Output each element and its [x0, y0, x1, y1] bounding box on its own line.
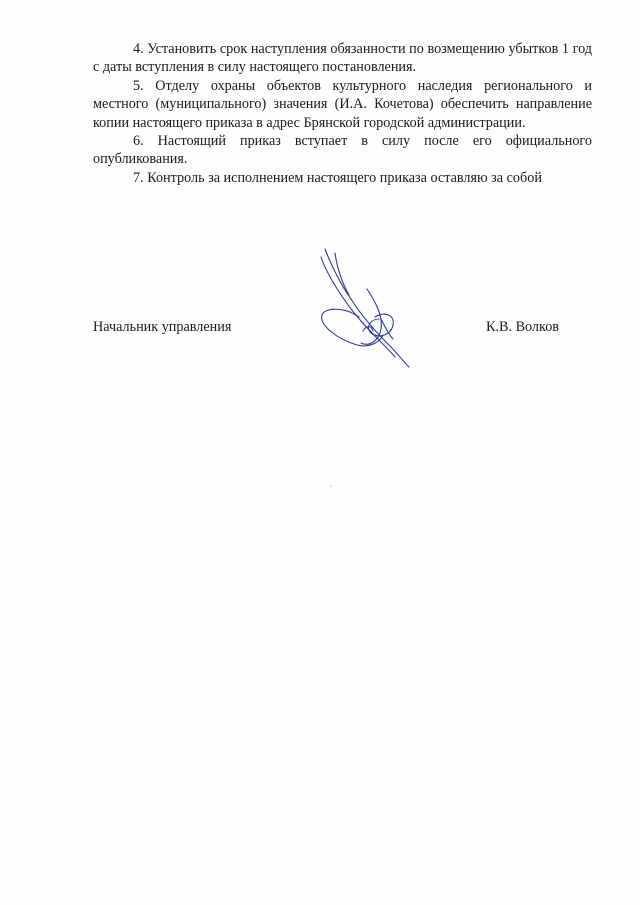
paragraph-item-5: 5. Отделу охраны объектов культурного наследия регионального и местного (муниципального) значения (И.А. Кочетова) обеспечить направление копии настоящего приказа в адрес Брянской городской администрации. [93, 77, 592, 131]
signatory-name: К.В. Волков [486, 319, 559, 335]
document-body [93, 40, 592, 187]
paragraph-item-7: 7. Контроль за исполнением настоящего приказа оставляю за собой [133, 169, 542, 186]
handwritten-signature [305, 245, 425, 375]
paragraph-item-4: 4. Установить срок наступления обязанности по возмещению убытков 1 год с даты вступления в силу настоящего постановления. [93, 41, 592, 76]
paper-speck [330, 485, 332, 487]
signatory-title: Начальник управления [93, 319, 232, 335]
paragraph-item-6: 6. Настоящий приказ вступает в силу после его официального опубликования. [93, 133, 592, 168]
